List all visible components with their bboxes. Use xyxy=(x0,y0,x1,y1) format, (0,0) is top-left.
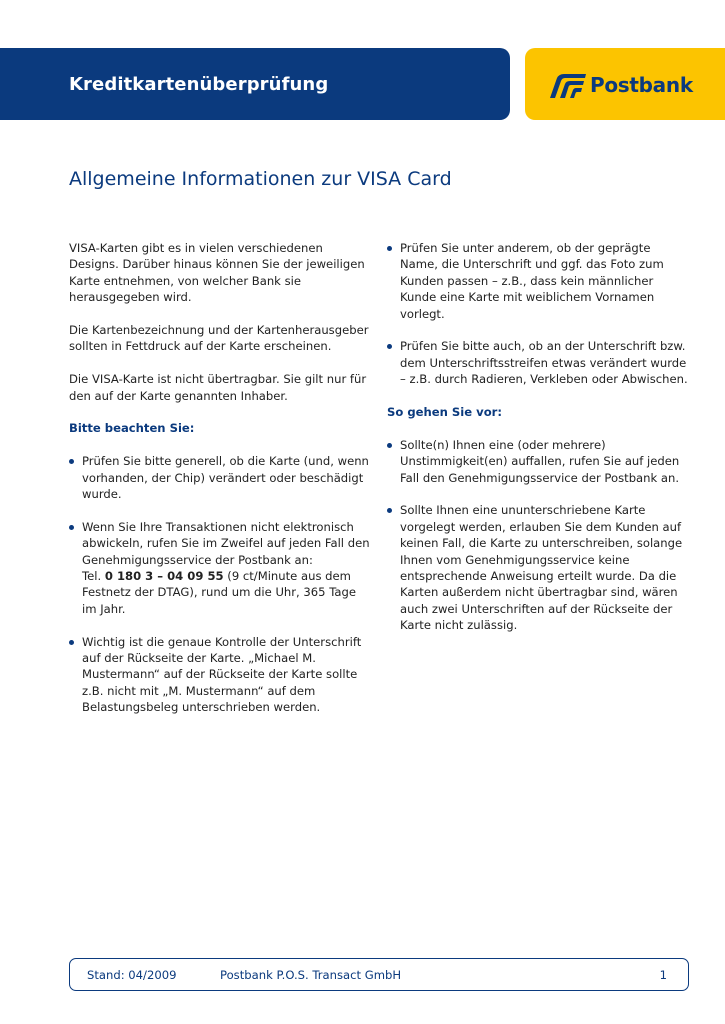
footer-date: Stand: 04/2009 xyxy=(87,968,177,982)
page-number: 1 xyxy=(659,968,667,982)
list-item: Sollte(n) Ihnen eine (oder mehrere) Unstimmigkeit(en) auffallen, rufen Sie auf jeden Fall den Genehmigungsservice der Postbank an. xyxy=(387,437,692,486)
list-item: Prüfen Sie bitte auch, ob an der Unterschrift bzw. dem Unterschriftsstreifen etwas verändert wurde – z.B. durch Radieren, Verkleben oder Abwischen. xyxy=(387,338,692,387)
list-item: Wichtig ist die genaue Kontrolle der Unterschrift auf der Rückseite der Karte. „Michael M. Mustermann“ auf der Rückseite der Karte sollte z.B. nicht mit „M. Mustermann“ auf dem Belastungsbeleg unterschrieben werden. xyxy=(69,634,374,716)
list-item: Prüfen Sie unter anderem, ob der geprägte Name, die Unterschrift und ggf. das Foto zum Kunden passen – z.B., dass kein männlicher Kunde eine Karte mit weiblichem Vornamen vorlegt. xyxy=(387,240,692,322)
paragraph: Die VISA-Karte ist nicht übertragbar. Sie gilt nur für den auf der Karte genannten Inhaber. xyxy=(69,372,367,403)
phone-label: Tel. xyxy=(82,569,102,584)
list-item: Prüfen Sie bitte generell, ob die Karte (und, wenn vorhanden, der Chip) verändert oder beschädigt wurde. xyxy=(69,453,374,502)
postbank-logo-icon xyxy=(548,72,586,98)
section-heading: Bitte beachten Sie: xyxy=(69,421,195,436)
right-column xyxy=(387,240,692,650)
list-item: Sollte Ihnen eine ununterschriebene Karte vorgelegt werden, erlauben Sie dem Kunden auf keinen Fall, die Karte zu unterschreiben, solange Ihnen vom Genehmigungsservice keine entsprechende Anweisung erteilt wurde. Da die Karten außerdem nicht übertragbar sind, wären auch zwei Unterschriften auf der Rückseite der Karte nicht zulässig. xyxy=(387,502,692,633)
list-item-text: Wenn Sie Ihre Transaktionen nicht elektronisch abwickeln, rufen Sie im Zweifel auf jeden Fall den Genehmigungsservice der Postbank an: xyxy=(82,519,370,567)
bullet-list xyxy=(387,437,692,634)
paragraph: Die Kartenbezeichnung und der Kartenherausgeber sollten in Fettdruck auf der Karte erscheinen. xyxy=(69,323,369,354)
left-column xyxy=(69,240,374,732)
list-item xyxy=(69,519,374,617)
footer xyxy=(69,958,689,991)
section-heading: So gehen Sie vor: xyxy=(387,405,503,420)
phone-number: 0 180 3 – 04 09 55 xyxy=(104,569,224,584)
paragraph: VISA-Karten gibt es in vielen verschiedenen Designs. Darüber hinaus können Sie der jeweiligen Karte entnehmen, von welcher Bank sie herausgegeben wird. xyxy=(69,241,365,305)
postbank-logo-text: Postbank xyxy=(590,73,693,97)
footer-company: Postbank P.O.S. Transact GmbH xyxy=(220,968,402,982)
header-title: Kreditkartenüberprüfung xyxy=(69,74,329,95)
bullet-list xyxy=(387,240,692,388)
list-item-text: (9 ct/Minute aus dem Festnetz der DTAG), rund um die Uhr, 365 Tage im Jahr. xyxy=(82,569,356,616)
bullet-list xyxy=(69,453,374,715)
page-title: Allgemeine Informationen zur VISA Card xyxy=(69,168,452,190)
